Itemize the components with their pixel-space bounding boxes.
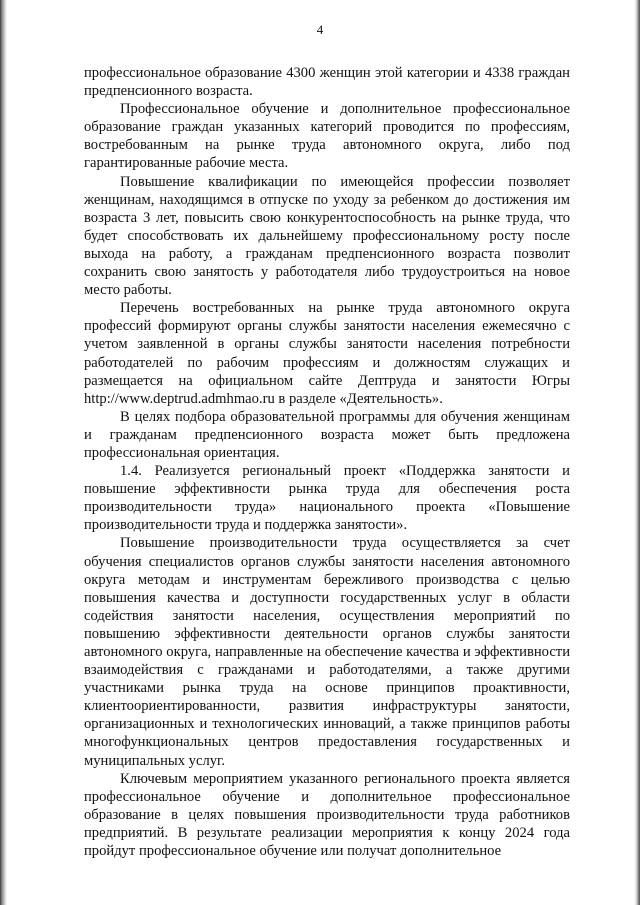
scan-edge-right bbox=[634, 0, 640, 905]
paragraph-7: Повышение производительности труда осуществляется за счет обучения специалистов органов службы занятости населения автономного округа методам и инструментам бережливого производства с целью повышения качества и доступности государственных услуг в области содействия занятости населения, осуществления мероприятий по повышению эффективности деятельности органов службы занятости автономного округа, направленные на обеспечение качества и эффективности взаимодействия с гражданами и работодателями, а также другими участниками рынка труда на основе принципов проактивности, клиентоориентированности, развития инфраструктуры занятости, организационных и технологических инноваций, а также принципов работы многофункциональных центров предоставления государственных и муниципальных услуг. bbox=[84, 535, 570, 769]
paragraph-2: Профессиональное обучение и дополнительное профессиональное образование граждан указанных категорий проводится по профессиям, востребованным на рынке труда автономного округа, либо под гарантированные рабочие места. bbox=[84, 101, 570, 172]
page-number: 4 bbox=[316, 22, 324, 37]
paragraph-5: В целях подбора образовательной программы для обучения женщинам и гражданам предпенсионного возраста может быть предложена профессиональная ориентация. bbox=[84, 408, 570, 461]
paragraph-4: Перечень востребованных на рынке труда автономного округа профессий формируют органы службы занятости населения ежемесячно с учетом заявленной в органы службы занятости населения потребности работодателей по рабочим профессиям и должностям служащих и размещается на официальном сайте Дептруда и занятости Югры http://www.deptrud.admhmao.ru в разделе «Деятельность». bbox=[84, 300, 570, 407]
paragraph-3: Повышение квалификации по имеющейся профессии позволяет женщинам, находящимся в отпуске по уходу за ребенком до достижения им возраста 3 лет, повысить свою конкурентоспособность на рынке труда, что будет способствовать их дальнейшему профессиональному росту после выхода на работу, а гражданам предпенсионного возраста позволит сохранить свою занятость у работодателя либо трудоустроиться на новое место работы. bbox=[84, 173, 570, 299]
paragraph-6: 1.4. Реализуется региональный проект «Поддержка занятости и повышение эффективности рынка труда для обеспечения роста производительности труда» национального проекта «Повышение производительности труда и поддержка занятости». bbox=[84, 463, 570, 534]
paragraph-8: Ключевым мероприятием указанного регионального проекта является профессиональное обучение и дополнительное профессиональное образование в целях повышения производительности труда работников предприятий. В результате реализации мероприятия к концу 2024 года пройдут профессиональное обучение или получат дополнительное bbox=[84, 770, 570, 860]
paragraph-1: профессиональное образование 4300 женщин этой категории и 4338 граждан предпенсионного возраста. bbox=[84, 65, 570, 100]
scan-edge-left bbox=[0, 0, 7, 905]
document-body bbox=[84, 64, 570, 860]
